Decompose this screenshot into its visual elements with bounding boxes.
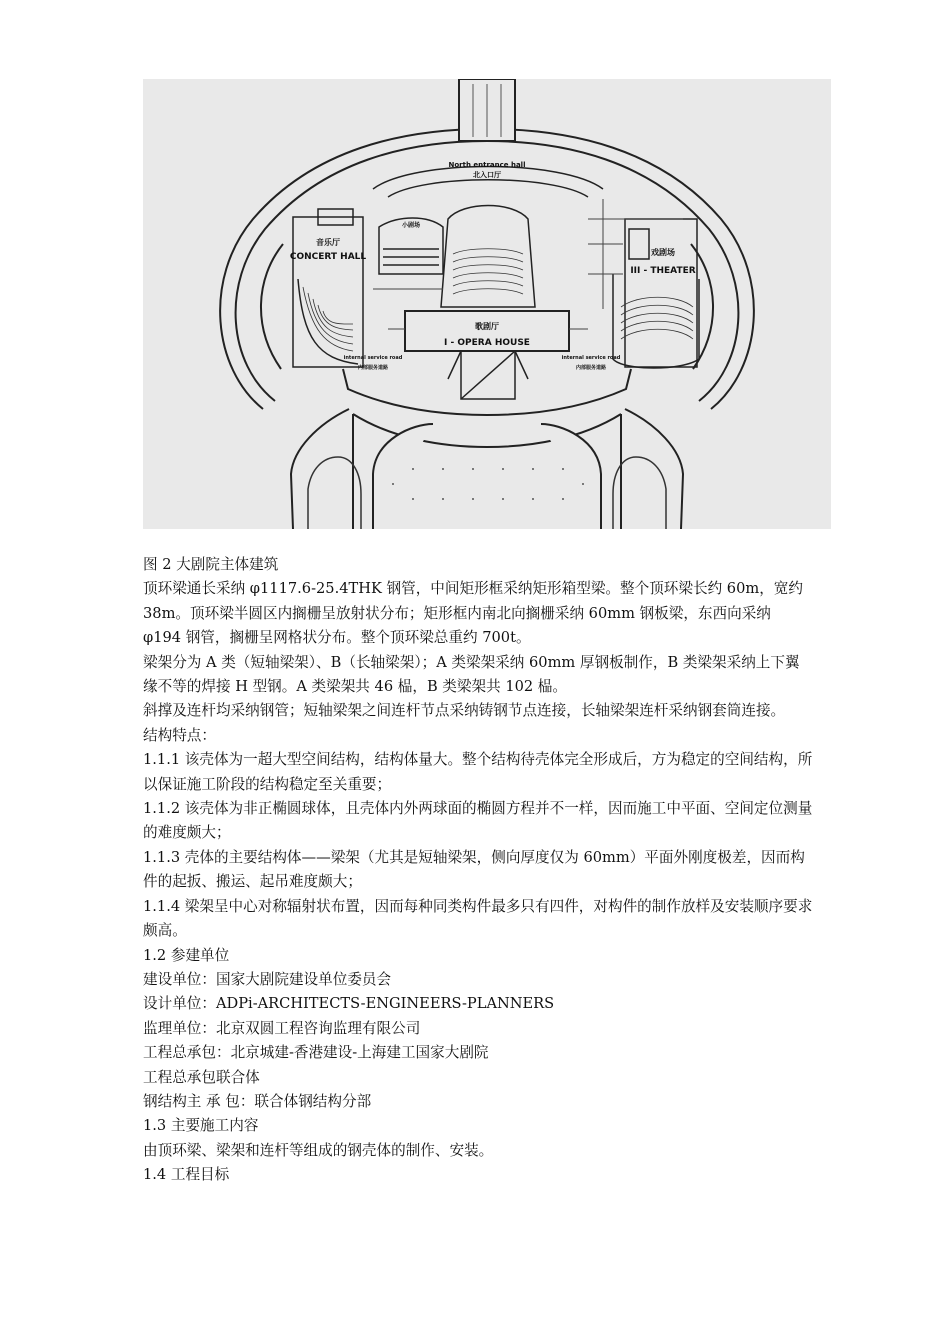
service-road-right-label-en: internal service road bbox=[561, 355, 621, 361]
paragraph: 1.1.4 梁架呈中心对称辐射状布置，因而每种同类构件最多只有四件，对构件的制作放样及安装顺序要求颇高。 bbox=[143, 897, 813, 940]
section-heading: 1.2 参建单位 bbox=[143, 946, 230, 964]
floor-plan-drawing bbox=[143, 79, 831, 529]
paragraph: 监理单位：北京双圆工程咨询监理有限公司 bbox=[143, 1019, 421, 1037]
paragraph: 工程总承包联合体 bbox=[143, 1068, 260, 1086]
paragraph: 斜撑及连杆均采纳钢管；短轴梁架之间连杆节点采纳铸钢节点连接，长轴梁架连杆采纳钢套筒连接。 bbox=[143, 702, 786, 720]
service-road-left-label-en: internal service road bbox=[343, 355, 403, 361]
figure-caption: 图 2 大剧院主体建筑 bbox=[143, 556, 279, 573]
concert-hall-label-cn: 音乐厅 bbox=[316, 238, 340, 247]
paragraph: 由顶环梁、梁架和连杆等组成的钢壳体的制作、安装。 bbox=[143, 1141, 494, 1159]
opera-label-cn: 歌剧厅 bbox=[475, 322, 499, 331]
concert-hall-label-en: CONCERT HALL bbox=[289, 252, 367, 262]
paragraph: 工程总承包：北京城建-香港建设-上海建工国家大剧院 bbox=[143, 1044, 489, 1062]
paragraph: 顶环梁通长采纳 φ1117.6-25.4THK 钢管，中间矩形框采纳矩形箱型梁。整个顶环梁长约 60m，宽约 38m。顶环梁半圆区内搁栅呈放射状分布；矩形框内南北向搁栅采纳 60mm 钢板梁，东西向采纳 φ194 钢管，搁栅呈网格状分布。整个顶环梁总重约 700t。 bbox=[143, 580, 803, 647]
north-hall-label-en: North entrance hall bbox=[448, 161, 526, 169]
paragraph: 结构特点： bbox=[143, 726, 216, 744]
paragraph: 1.1.1 该壳体为一超大型空间结构，结构体量大。整个结构待壳体完全形成后，方为稳定的空间结构，所以保证施工阶段的结构稳定至关重要； bbox=[143, 751, 813, 793]
theater-label-cn: 戏剧场 bbox=[651, 248, 675, 257]
paragraph: 1.1.3 壳体的主要结构体——梁架（尤其是短轴梁架，侧向厚度仅为 60mm）平面外刚度极差，因而构件的起扳、搬运、起吊难度颇大； bbox=[143, 848, 805, 891]
paragraph: 1.1.2 该壳体为非正椭圆球体，且壳体内外两球面的椭圆方程并不一样，因而施工中平面、空间定位测量的难度颇大； bbox=[143, 800, 813, 842]
service-road-left-label-cn: 内部服务道路 bbox=[357, 365, 389, 371]
document-body bbox=[143, 553, 813, 1188]
service-road-right-label-cn: 内部服务道路 bbox=[575, 365, 607, 371]
north-hall-label-cn: 北入口厅 bbox=[473, 171, 501, 179]
opera-label-en: I - OPERA HOUSE bbox=[444, 338, 530, 348]
paragraph: 设计单位：ADPi-ARCHITECTS-ENGINEERS-PLANNERS bbox=[143, 995, 555, 1013]
section-heading: 1.4 工程目标 bbox=[143, 1166, 230, 1184]
paragraph: 梁架分为 A 类（短轴梁架）、B（长轴梁架）；A 类梁架采纳 60mm 厚钢板制作，B 类梁架采纳上下翼缘不等的焊接 H 型钢。A 类梁架共 46 榀，B 类梁架共 102 榀。 bbox=[143, 653, 800, 696]
theater-label-en: III - THEATER bbox=[630, 266, 696, 276]
section-heading: 1.3 主要施工内容 bbox=[143, 1117, 259, 1135]
floor-plan-figure bbox=[143, 79, 831, 529]
small-hall-label-cn: 小剧场 bbox=[401, 222, 421, 229]
paragraph: 钢结构主 承 包：联合体钢结构分部 bbox=[143, 1092, 372, 1110]
paragraph: 建设单位：国家大剧院建设单位委员会 bbox=[143, 970, 392, 988]
